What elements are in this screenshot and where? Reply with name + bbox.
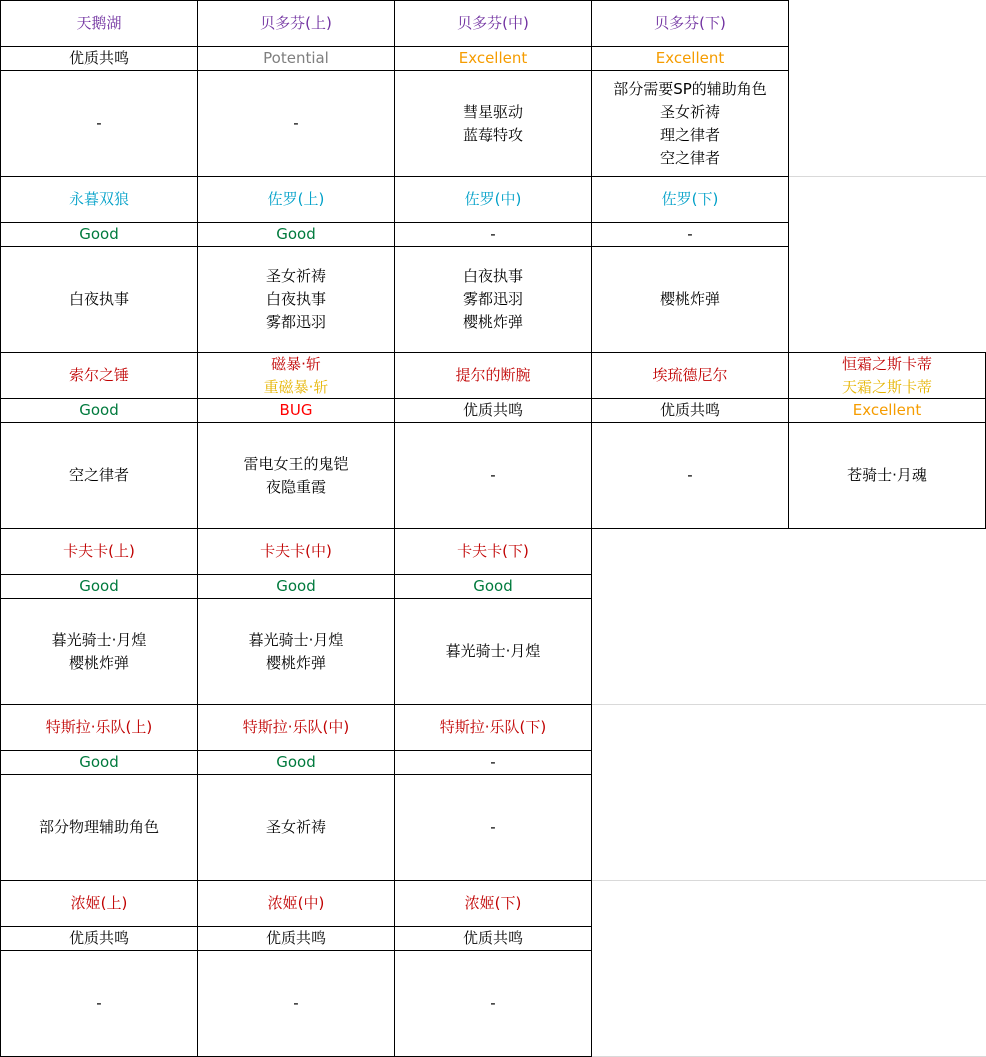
stigmata-name: 浓姬(上) (70, 894, 128, 912)
stigmata-name-cell (788, 352, 986, 399)
partner-name: 圣女祈祷 (265, 267, 326, 285)
rating-cell (197, 398, 395, 423)
partner-name: 空之律者 (659, 148, 720, 167)
rating-value: Good (473, 577, 513, 595)
partner-name: 空之律者 (68, 466, 129, 484)
partner-name: 圣女祈祷 (659, 102, 720, 121)
rating-value: Excellent (852, 401, 922, 419)
rating-cell (394, 398, 592, 423)
partner-name: 雷电女王的鬼铠 (243, 454, 349, 473)
rating-cell (197, 926, 395, 951)
rating-cell (197, 222, 395, 247)
partners-cell (197, 774, 395, 881)
rating-cell (0, 46, 198, 71)
rating-value: 优质共鸣 (265, 929, 326, 947)
rating-value: Potential (263, 49, 329, 67)
rating-cell (0, 398, 198, 423)
stigmata-name-cell (0, 0, 198, 47)
stigmata-name: 卡夫卡(上) (63, 542, 135, 560)
rating-cell (394, 926, 592, 951)
partner-name: - (490, 994, 496, 1012)
stigmata-name-cell (394, 704, 592, 751)
stigmata-name-cell (0, 176, 198, 223)
partner-name: 樱桃炸弹 (265, 653, 326, 672)
rating-value: 优质共鸣 (659, 401, 720, 419)
rating-cell (788, 398, 986, 423)
partners-cell (0, 70, 198, 177)
stigmata-name: 浓姬(中) (267, 894, 325, 912)
partner-name: 蓝莓特攻 (462, 125, 523, 144)
stigmata-name-cell (197, 704, 395, 751)
rating-cell (0, 926, 198, 951)
rating-value: Good (79, 225, 119, 243)
rating-cell (197, 574, 395, 599)
rating-cell (197, 46, 395, 71)
rating-cell (394, 574, 592, 599)
stigmata-name-cell (394, 0, 592, 47)
stigmata-name-cell (197, 176, 395, 223)
stigmata-name-cell (0, 528, 198, 575)
rating-value: Good (276, 753, 316, 771)
stigmata-name: 卡夫卡(中) (260, 542, 332, 560)
rating-value: Good (276, 225, 316, 243)
partners-cell (0, 950, 198, 1057)
stigmata-name: 特斯拉·乐队(下) (439, 718, 547, 736)
partner-name: - (687, 466, 693, 484)
stigmata-name-cell (394, 528, 592, 575)
empty-area-gridline (591, 704, 986, 705)
rating-value: Good (79, 401, 119, 419)
partner-name: 理之律者 (659, 125, 720, 144)
stigmata-name: 天鹅湖 (76, 14, 122, 32)
partner-name: - (293, 114, 299, 132)
partner-name: 白夜执事 (265, 290, 326, 308)
partners-cell (0, 598, 198, 705)
stigmata-name: 佐罗(上) (267, 190, 325, 208)
partner-name: 雾都迅羽 (462, 290, 523, 308)
partner-name: 彗星驱动 (462, 102, 523, 121)
rating-value: Excellent (655, 49, 725, 67)
rating-value: 优质共鸣 (68, 929, 129, 947)
partner-name: - (293, 994, 299, 1012)
empty-area-gridline (788, 176, 986, 177)
partner-name: 樱桃炸弹 (462, 313, 523, 331)
rating-value: Excellent (458, 49, 528, 67)
stigmata-name: 天霜之斯卡蒂 (841, 377, 932, 396)
partner-name: - (96, 994, 102, 1012)
stigmata-name-cell (394, 352, 592, 399)
partners-cell (394, 246, 592, 353)
stigmata-name-cell (197, 0, 395, 47)
partner-name: - (96, 114, 102, 132)
partners-cell (394, 774, 592, 881)
rating-value: Good (276, 577, 316, 595)
stigmata-name: 浓姬(下) (464, 894, 522, 912)
rating-cell (394, 46, 592, 71)
stigmata-name: 卡夫卡(下) (457, 542, 529, 560)
partner-name: 苍骑士·月魂 (847, 466, 927, 484)
stigmata-name-cell (591, 176, 789, 223)
rating-cell (394, 222, 592, 247)
rating-value: 优质共鸣 (68, 49, 129, 67)
stigmata-name: 重磁暴·斩 (263, 377, 329, 396)
empty-area-gridline (591, 880, 986, 881)
stigmata-name: 贝多芬(下) (654, 14, 726, 32)
stigmata-name-cell (0, 880, 198, 927)
partners-cell (591, 422, 789, 529)
rating-cell (591, 46, 789, 71)
stigmata-name-cell (0, 352, 198, 399)
stigmata-name: 特斯拉·乐队(上) (45, 718, 153, 736)
partners-cell (197, 246, 395, 353)
partner-name: - (490, 466, 496, 484)
partner-name: 夜隐重霞 (265, 477, 326, 496)
partners-cell (394, 598, 592, 705)
stigmata-name: 索尔之锤 (68, 366, 129, 384)
stigmata-name: 贝多芬(上) (260, 14, 332, 32)
rating-cell (0, 574, 198, 599)
stigmata-name-cell (591, 352, 789, 399)
stigmata-name-cell (394, 880, 592, 927)
partners-cell (0, 422, 198, 529)
partner-name: - (490, 818, 496, 836)
rating-value: 优质共鸣 (462, 929, 523, 947)
partners-cell (788, 422, 986, 529)
rating-cell (394, 750, 592, 775)
partners-cell (197, 70, 395, 177)
rating-value: 优质共鸣 (462, 401, 523, 419)
partner-name: 白夜执事 (462, 267, 523, 285)
stigmata-name-cell (197, 352, 395, 399)
stigmata-name: 埃琉德尼尔 (652, 366, 728, 384)
stigmata-name: 佐罗(中) (464, 190, 522, 208)
partners-cell (0, 246, 198, 353)
partners-cell (591, 70, 789, 177)
rating-value: - (687, 225, 693, 243)
stigmata-name-cell (197, 528, 395, 575)
partners-cell (197, 950, 395, 1057)
partner-name: 白夜执事 (68, 290, 129, 308)
partner-name: 部分物理辅助角色 (38, 818, 159, 836)
rating-value: Good (79, 753, 119, 771)
rating-cell (0, 222, 198, 247)
stigmata-name-cell (197, 880, 395, 927)
partner-name: 暮光骑士·月煌 (51, 630, 147, 649)
partner-name: 圣女祈祷 (265, 818, 326, 836)
partners-cell (197, 422, 395, 529)
stigmata-name: 特斯拉·乐队(中) (242, 718, 350, 736)
stigmata-name-cell (591, 0, 789, 47)
rating-value: BUG (279, 401, 313, 419)
partner-name: 樱桃炸弹 (68, 653, 129, 672)
partners-cell (591, 246, 789, 353)
stigmata-name: 永暮双狼 (68, 190, 129, 208)
rating-cell (197, 750, 395, 775)
stigmata-name-cell (394, 176, 592, 223)
partners-cell (394, 70, 592, 177)
partner-name: 雾都迅羽 (265, 313, 326, 331)
stigmata-name-cell (0, 704, 198, 751)
stigmata-name: 贝多芬(中) (457, 14, 529, 32)
partners-cell (394, 950, 592, 1057)
partner-name: 暮光骑士·月煌 (445, 642, 541, 660)
rating-value: - (490, 753, 496, 771)
rating-cell (0, 750, 198, 775)
stigmata-name: 提尔的断腕 (455, 366, 531, 384)
partner-name: 部分需要SP的辅助角色 (613, 79, 767, 98)
rating-cell (591, 222, 789, 247)
partner-name: 暮光骑士·月煌 (248, 630, 344, 649)
stigmata-name: 佐罗(下) (661, 190, 719, 208)
rating-cell (591, 398, 789, 423)
partner-name: 樱桃炸弹 (659, 290, 720, 308)
rating-value: - (490, 225, 496, 243)
rating-value: Good (79, 577, 119, 595)
partners-cell (197, 598, 395, 705)
partners-cell (0, 774, 198, 881)
stigmata-name: 磁暴·斩 (271, 354, 321, 373)
partners-cell (394, 422, 592, 529)
stigmata-name: 恒霜之斯卡蒂 (841, 354, 932, 373)
